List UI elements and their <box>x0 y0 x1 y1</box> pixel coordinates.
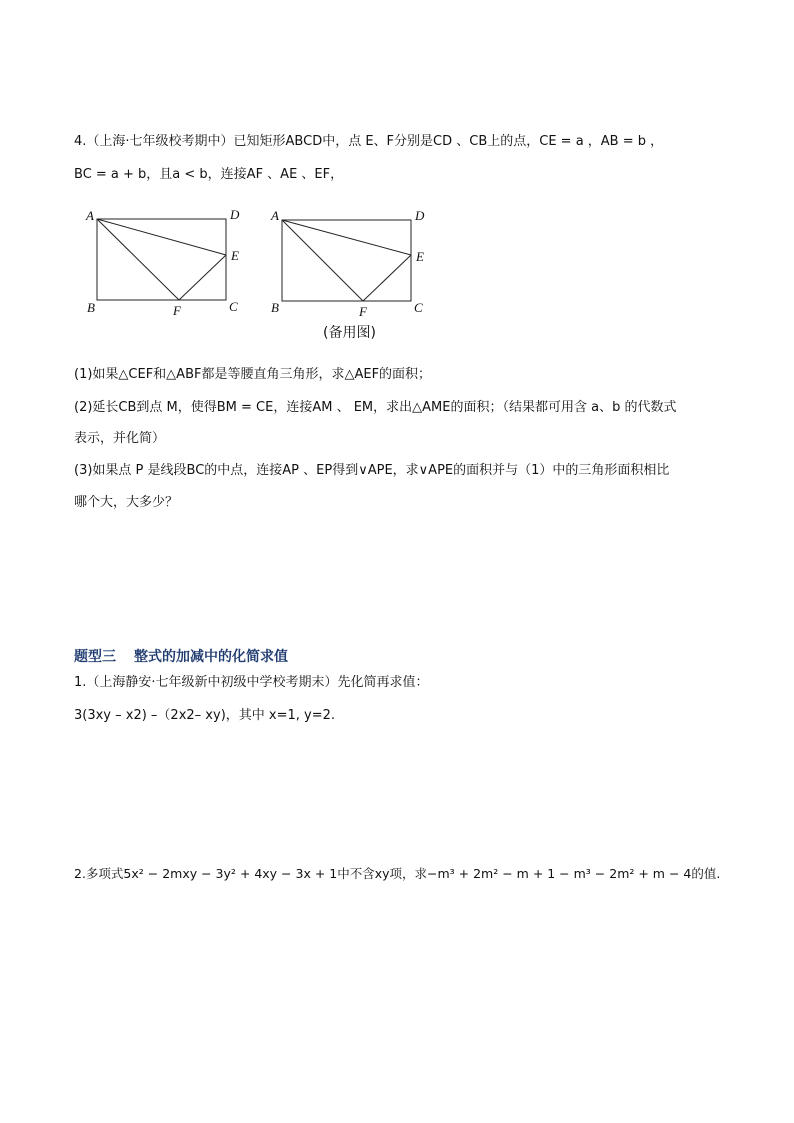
question-1: (1)如果△CEF和△ABF都是等腰直角三角形，求△AEF的面积； <box>74 367 432 382</box>
label-e-2: E <box>416 249 424 264</box>
label-f-1: F <box>173 303 181 318</box>
question-2-line-1: (2)延长CB到点 M，使得BM = CE，连接AM 、 EM，求出△AME的面积；（结果都可用含 a、b 的代数式 <box>74 400 677 415</box>
segment-ef <box>179 255 226 300</box>
segment-af <box>97 219 179 300</box>
label-c-1: C <box>229 299 238 314</box>
segment-ef-backup <box>363 255 411 301</box>
problem-4-line-1: 4.（上海·七年级校考期中）已知矩形ABCD中，点 E、F分别是CD 、CB上的点，CE = a ，AB = b ， <box>74 134 664 149</box>
figure-caption: (备用图) <box>323 325 376 341</box>
label-b-2: B <box>271 300 279 315</box>
label-b-1: B <box>87 300 95 315</box>
label-a-1: A <box>86 208 94 223</box>
section-heading <box>74 646 288 666</box>
label-c-2: C <box>414 300 423 315</box>
problem-4-line-2: BC = a + b，且a < b，连接AF 、AE 、EF， <box>74 167 344 182</box>
rectangle-abcd <box>97 219 226 300</box>
figure-rectangle-main <box>97 219 226 300</box>
question-3-line-1: (3)如果点 P 是线段BC的中点，连接AP 、EP得到∨APE，求∨APE的面积并与（1）中的三角形面积相比 <box>74 463 670 478</box>
question-3-line-2: 哪个大，大多少？ <box>74 495 179 510</box>
segment-ae <box>97 219 226 255</box>
segment-ae-backup <box>282 220 411 255</box>
label-a-2: A <box>271 208 279 223</box>
problem-1-expression: 3(3xy – x2) –（2x2– xy)，其中 x=1, y=2. <box>74 708 336 723</box>
geometry-figures <box>0 205 794 325</box>
label-d-1: D <box>230 207 240 222</box>
segment-af-backup <box>282 220 363 301</box>
problem-2-line-1: 2.多项式5x² − 2mxy − 3y² + 4xy − 3x + 1中不含xy项，求−m³ + 2m² − m + 1 − m³ − 2m² + m − 4的值. <box>74 866 721 881</box>
figure-rectangle-backup <box>282 220 411 301</box>
section-title: 整式的加减中的化简求值 <box>134 649 288 665</box>
label-d-2: D <box>415 208 425 223</box>
label-e-1: E <box>231 248 239 263</box>
question-2-line-2: 表示，并化简） <box>74 431 166 446</box>
section-label: 题型三 <box>74 649 116 665</box>
label-f-2: F <box>359 304 367 319</box>
rectangle-abcd-backup <box>282 220 411 301</box>
problem-1-line-1: 1.（上海静安·七年级新中初级中学校考期末）先化简再求值： <box>74 675 429 690</box>
